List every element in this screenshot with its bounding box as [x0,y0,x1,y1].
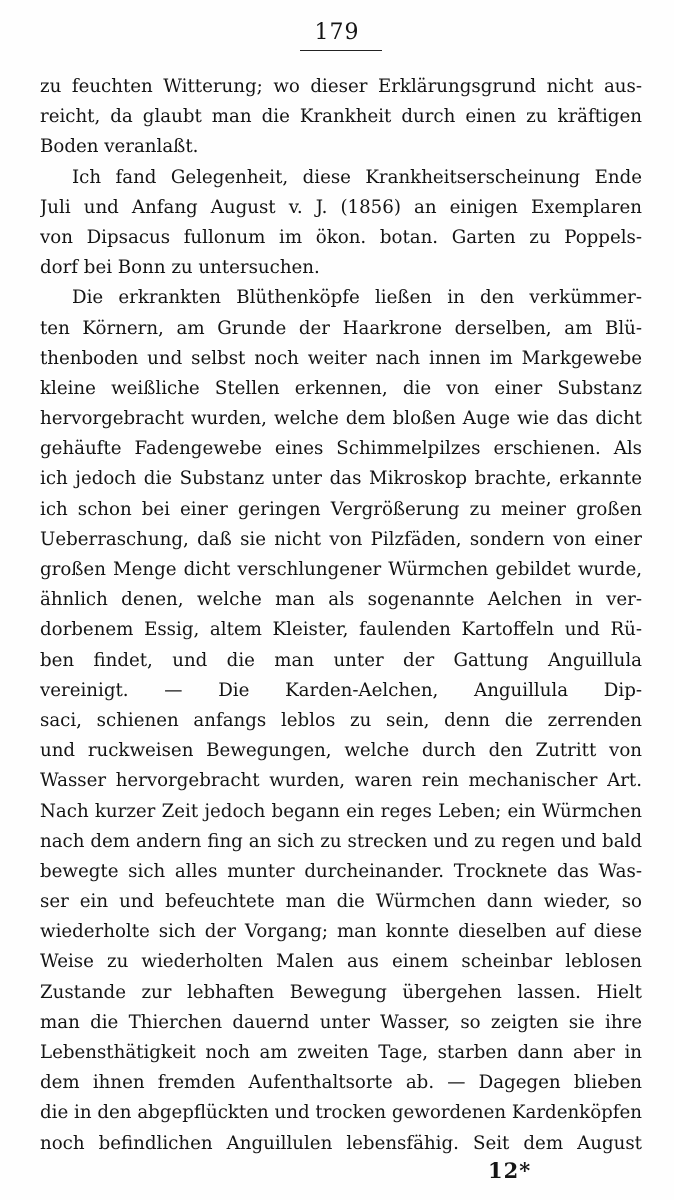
body-text [40,72,642,1159]
signature-mark: 12* [488,1158,532,1183]
text-line: vereinigt. — Die Karden-Aelchen, Anguillula Dip- [40,679,642,701]
text-line: thenboden und selbst noch weiter nach innen im Markgewebe [40,347,642,369]
text-line: kleine weißliche Stellen erkennen, die von einer Substanz [40,377,642,399]
text-line: großen Menge dicht verschlungener Würmchen gebildet wurde, [40,559,642,580]
text-line: ich jedoch die Substanz unter das Mikroskop brachte, erkannte [40,468,642,490]
text-line: Nach kurzer Zeit jedoch begann ein reges Leben; ein Würmchen [40,800,642,822]
text-line: bewegte sich alles munter durcheinander. Trocknete das Was- [40,860,642,882]
text-line: saci, schienen anfangs leblos zu sein, denn die zerrenden [40,709,642,731]
text-line: noch befindlichen Anguillulen lebensfähig. Seit dem August [40,1132,642,1154]
page-number: 179 [314,20,360,45]
text-line: dorf bei Bonn zu untersuchen. [40,257,320,279]
paragraph-first-line: Die erkrankten Blüthenköpfe ließen in den verkümmer- [72,287,642,309]
text-line: Boden veranlaßt. [40,136,199,158]
text-line: Wasser hervorgebracht wurden, waren rein mechanischer Art. [40,770,642,792]
text-line: Weise zu wiederholten Malen aus einem scheinbar leblosen [40,951,642,973]
text-line: wiederholte sich der Vorgang; man konnte dieselben auf diese [40,921,642,943]
text-line: ich schon bei einer geringen Vergrößerung zu meiner großen [40,498,642,520]
text-line: von Dipsacus fullonum im ökon. botan. Garten zu Poppels- [40,226,642,248]
text-line: ähnlich denen, welche man als sogenannte Aelchen in ver- [40,589,642,611]
text-line: hervorgebracht wurden, welche dem bloßen Auge wie das dicht [40,408,642,430]
text-line: man die Thierchen dauernd unter Wasser, so zeigten sie ihre [40,1011,642,1033]
text-line: ben findet, und die man unter der Gattung Anguillula [40,649,642,671]
paragraph-first-line: Ich fand Gelegenheit, diese Krankheitserscheinung Ende [72,166,642,188]
text-line: Zustande zur lebhaften Bewegung übergehen lassen. Hielt [40,981,642,1003]
header-rule [300,50,382,51]
text-line: ten Körnern, am Grunde der Haarkrone derselben, am Blü- [40,317,642,339]
text-line: zu feuchten Witterung; wo dieser Erklärungsgrund nicht aus- [40,76,642,97]
text-line: die in den abgepflückten und trocken gewordenen Kardenköpfen [40,1102,642,1124]
text-line: nach dem andern fing an sich zu strecken und zu regen und bald [40,830,642,852]
text-line: Ueberraschung, daß sie nicht von Pilzfäden, sondern von einer [40,528,642,550]
text-line: dorbenem Essig, altem Kleister, faulenden Kartoffeln und Rü- [40,619,642,641]
text-line: dem ihnen fremden Aufenthaltsorte ab. — Dagegen blieben [40,1072,642,1094]
text-line: reicht, da glaubt man die Krankheit durch einen zu kräftigen [40,106,642,128]
text-line: Lebensthätigkeit noch am zweiten Tage, starben dann aber in [40,1042,642,1063]
text-line: ser ein und befeuchtete man die Würmchen dann wieder, so [40,891,642,913]
text-line: gehäufte Fadengewebe eines Schimmelpilzes erschienen. Als [40,438,642,460]
text-line: und ruckweisen Bewegungen, welche durch den Zutritt von [40,740,642,762]
text-line: Juli und Anfang August v. J. (1856) an einigen Exemplaren [40,196,642,218]
